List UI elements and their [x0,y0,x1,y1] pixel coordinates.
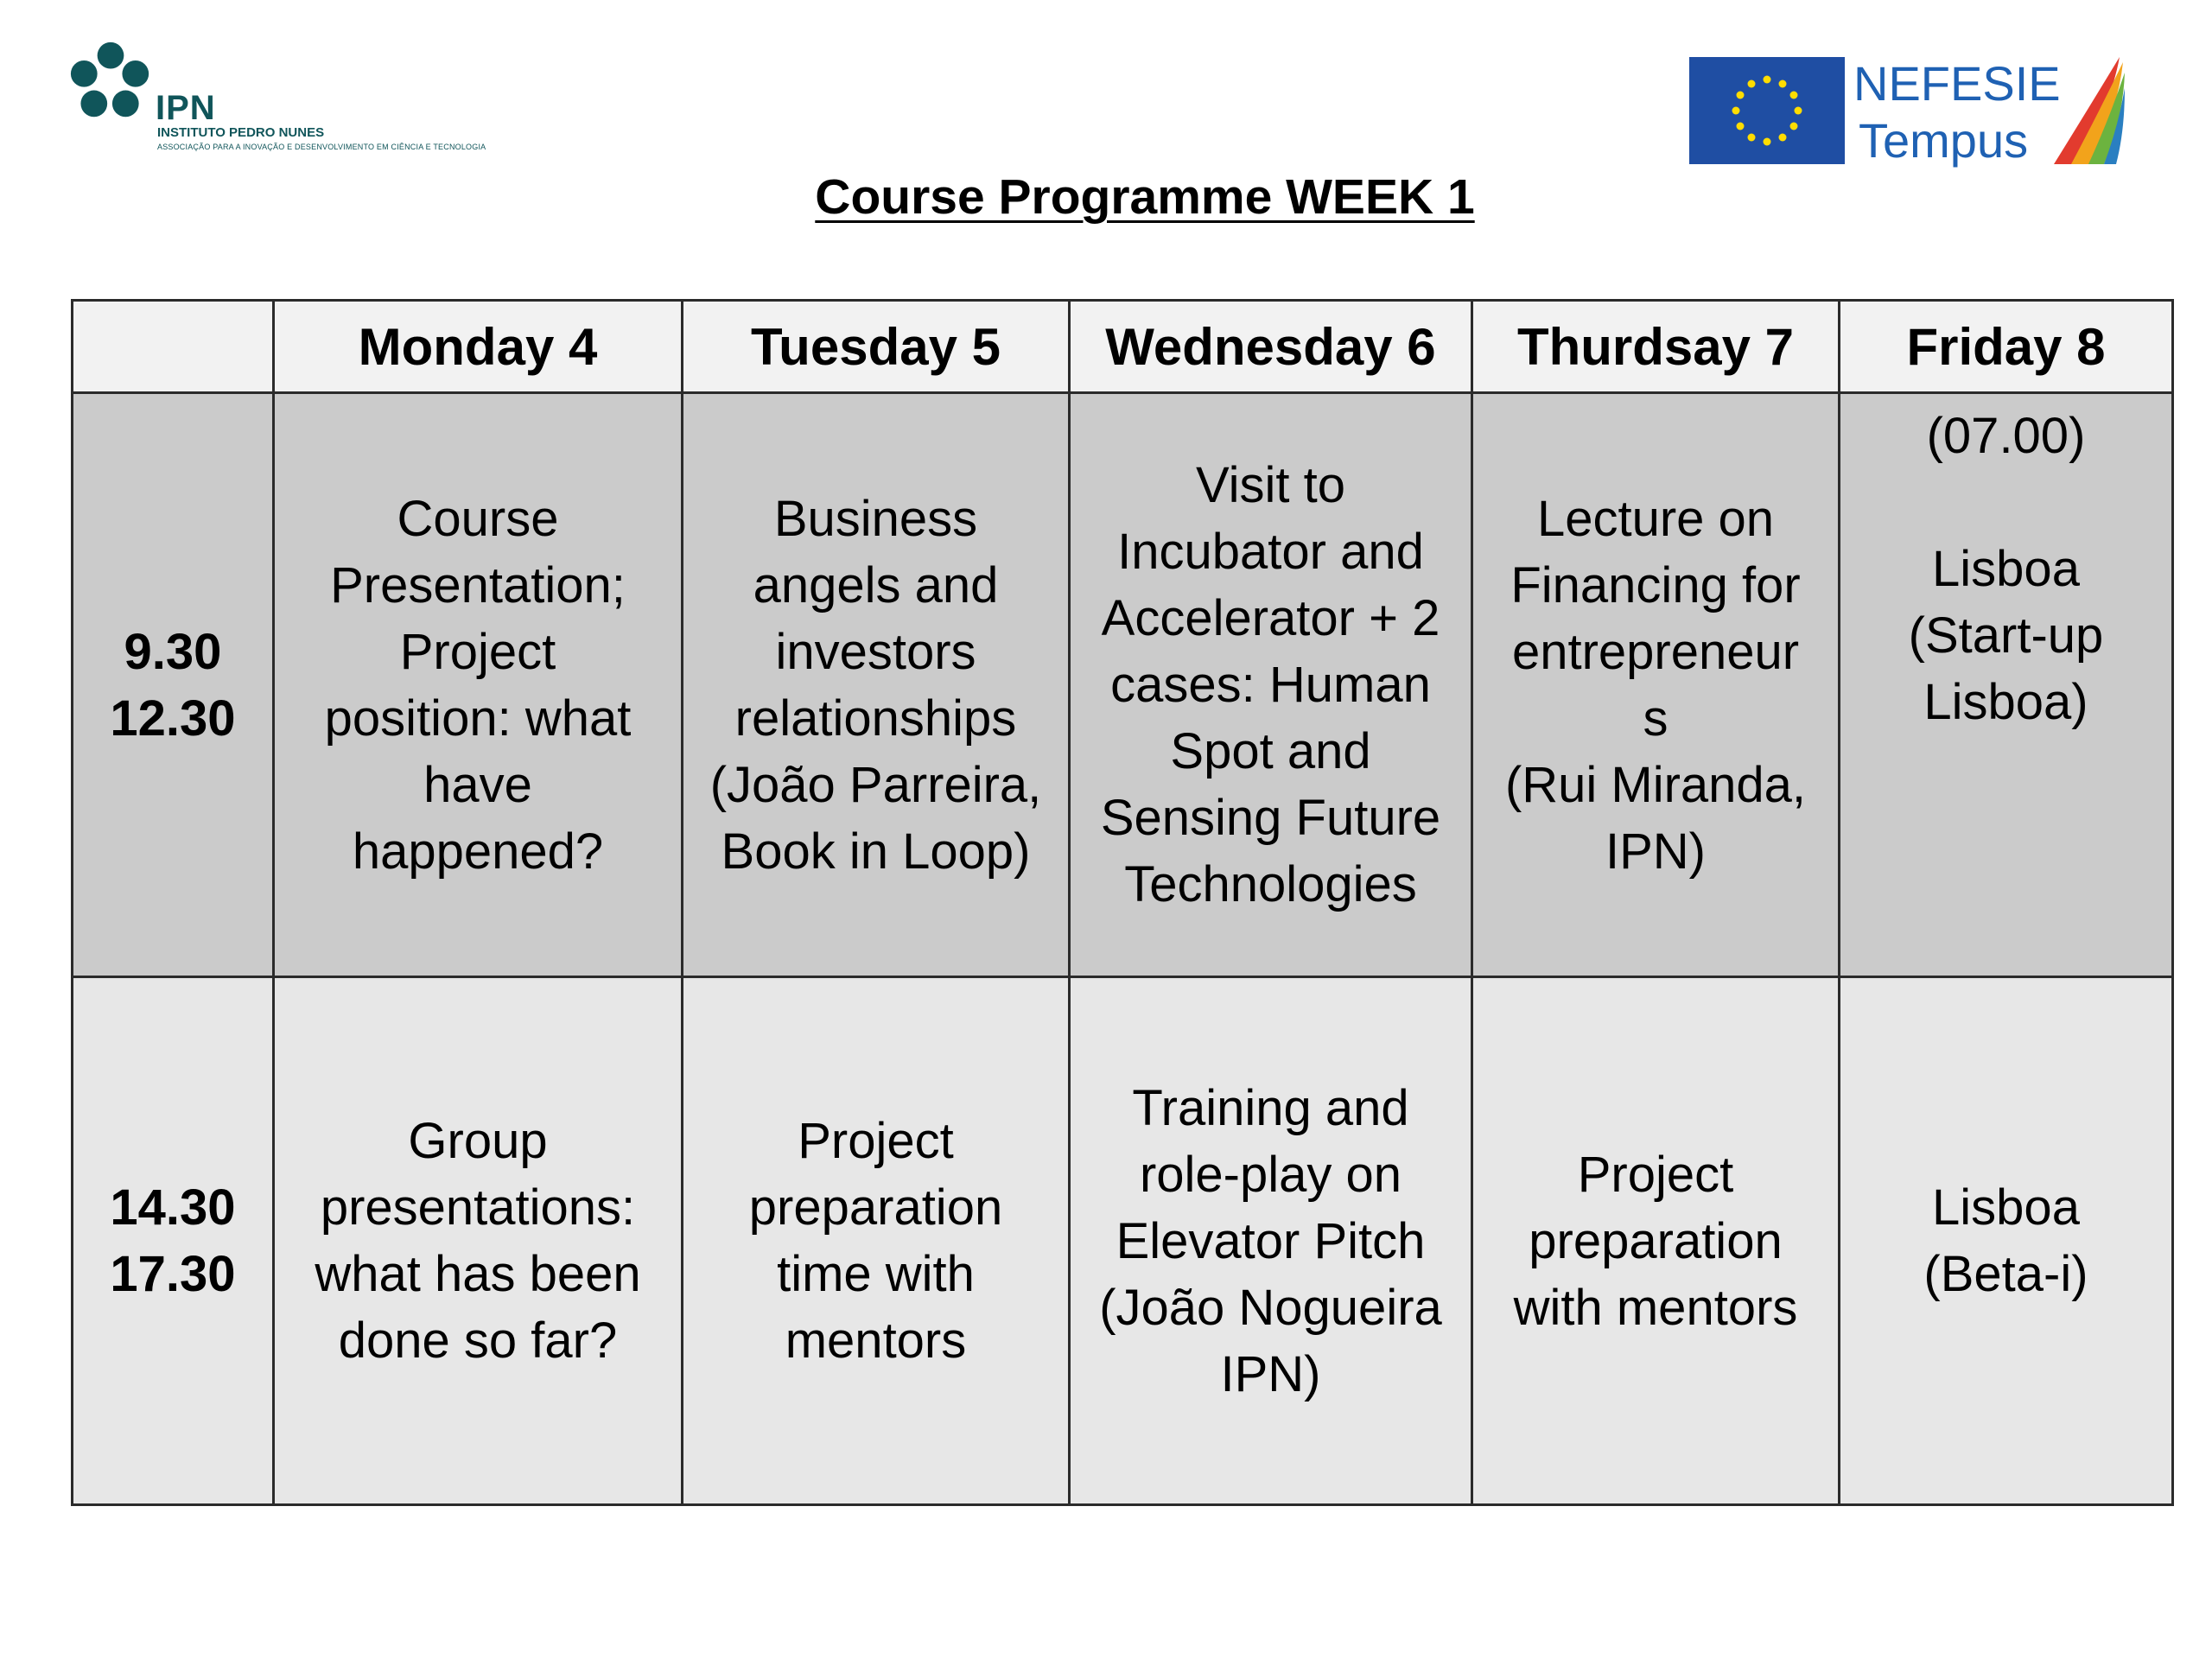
morning-row [73,393,2173,977]
ipn-logo [69,39,518,160]
wednesday-afternoon-cell: Training and role-play on Elevator Pitch (João Nogueira IPN) [1070,977,1472,1505]
wednesday-morning-cell: Visit to Incubator and Accelerator + 2 cases: Human Spot and Sensing Future Technologies [1070,393,1472,977]
ipn-full-name: INSTITUTO PEDRO NUNES [157,125,325,140]
ipn-flower-icon [69,39,152,122]
time-slot-afternoon: 14.30 17.30 [73,977,274,1505]
thursday-afternoon-cell: Project preparation with mentors [1472,977,1840,1505]
friday-morning-cell: (07.00) Lisboa (Start-up Lisboa) [1840,393,2173,977]
ipn-subtitle: ASSOCIAÇÃO PARA A INOVAÇÃO E DESENVOLVIMENTO EM CIÊNCIA E TECNOLOGIA [157,143,486,151]
ipn-abbreviation: IPN [156,89,216,127]
schedule-table [71,299,2174,1506]
tempus-wordmark: Tempus [1859,113,2029,168]
tempus-swoosh-icon [2050,54,2125,168]
monday-afternoon-cell: Group presentations: what has been done so far? [274,977,683,1505]
header-monday: Monday 4 [274,301,683,393]
monday-morning-cell: Course Presentation; Project position: what have happened? [274,393,683,977]
tuesday-afternoon-cell: Project preparation time with mentors [683,977,1070,1505]
nefesie-tempus-logo [1689,54,2139,175]
afternoon-row [73,977,2173,1505]
thursday-morning-cell: Lecture on Financing for entrepreneur s (Rui Miranda, IPN) [1472,393,1840,977]
header-wednesday: Wednesday 6 [1070,301,1472,393]
header-friday: Friday 8 [1840,301,2173,393]
header-thursday: Thurdsay 7 [1472,301,1840,393]
page-title: Course Programme WEEK 1 [815,169,1475,225]
eu-flag-icon [1689,57,1845,164]
nefesie-wordmark: NEFESIE [1853,56,2061,111]
time-slot-morning: 9.30 12.30 [73,393,274,977]
header-row [73,301,2173,393]
tuesday-morning-cell: Business angels and investors relationships (João Parreira, Book in Loop) [683,393,1070,977]
friday-afternoon-cell: Lisboa (Beta-i) [1840,977,2173,1505]
header-tuesday: Tuesday 5 [683,301,1070,393]
header-time-corner [73,301,274,393]
